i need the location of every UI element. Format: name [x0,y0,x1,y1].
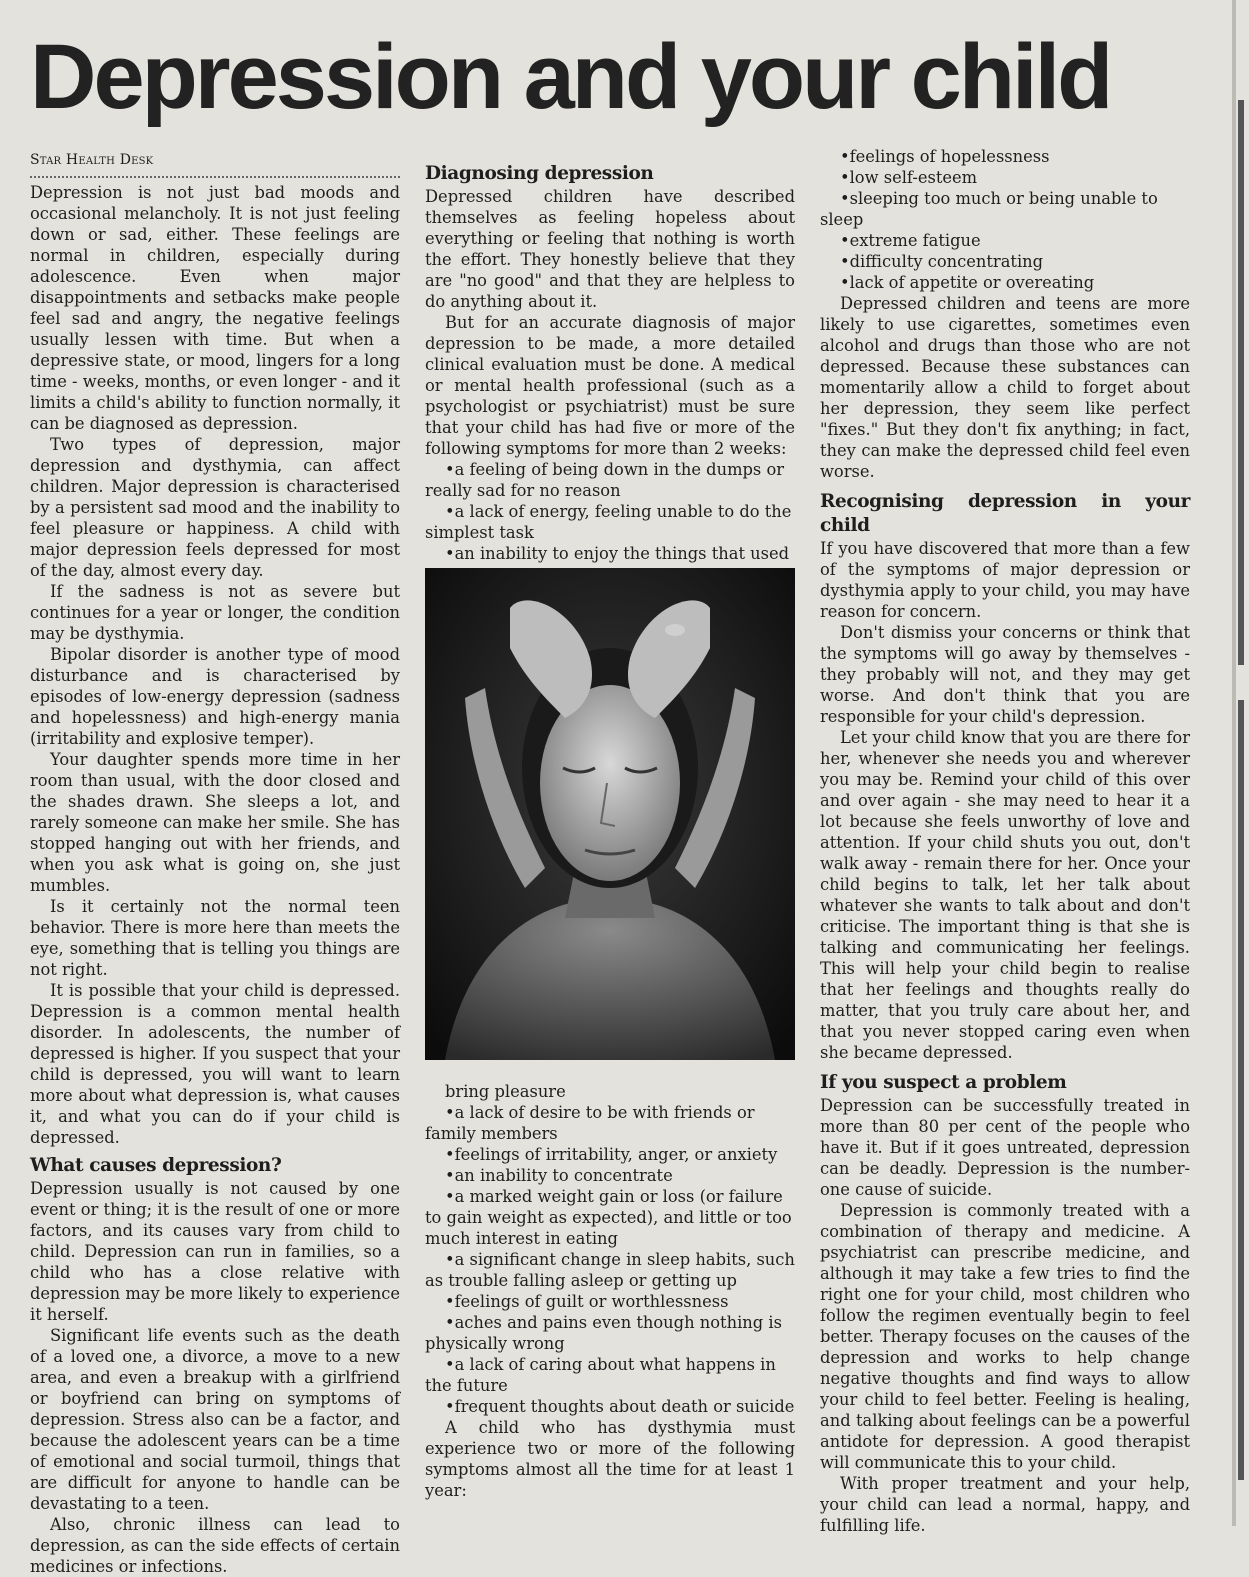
paragraph: Depression is commonly treated with a combination of therapy and medicine. A psychiatrist can prescribe medicine, and although it may take a few tries to find the right one for your child, most children who follow the regimen eventually begin to feel better. Therapy focuses on the causes of the depression and works to help change negative thoughts and find ways to allow your child to feel better. Feeling is healing, and talking about feelings can be a powerful antidote for depression. A good therapist will communicate this to your child. [820,1201,1190,1472]
bullet-item: •a significant change in sleep habits, such as trouble falling asleep or getting up [425,1250,795,1290]
paragraph: It is possible that your child is depressed. Depression is a common mental health disorder. In adolescents, the number of depressed is higher. If you suspect that your child is depressed, you will want to learn more about what depression is, what causes it, and what you can do if your child is depressed. [30,981,400,1147]
bullet-item: •an inability to enjoy the things that used [445,544,790,563]
column-3 [820,146,1190,1536]
bullet-item: •a lack of energy, feeling unable to do the simplest task [425,502,792,542]
bullet-item: •a lack of desire to be with friends or family members [425,1103,755,1143]
bullet-item: •feelings of guilt or worthlessness [445,1292,729,1311]
byline: Star Health Desk [30,150,400,178]
bullet-item: •a marked weight gain or loss (or failure to gain weight as expected), and little or too much interest in eating [425,1187,792,1248]
paragraph: Depression is not just bad moods and occasional melancholy. It is not just feeling down or sad, either. These feelings are normal in children, especially during adolescence. Even when major disappointments and setbacks make people feel sad and angry, the negative feelings usually lessen with time. But when a depressive state, or mood, lingers for a long time - weeks, months, or even longer - and it limits a child's ability to function normally, it can be diagnosed as depression. [30,183,400,433]
bullet-item: •feelings of irritability, anger, or anxiety [445,1145,778,1164]
paragraph: A child who has dysthymia must experience two or more of the following symptoms almost all the time for at least 1 year: [425,1418,795,1500]
photo-illustration [425,568,795,1060]
bullet-item: •a feeling of being down in the dumps or really sad for no reason [425,460,785,500]
bullet-item: •a lack of caring about what happens in the future [425,1355,776,1395]
column-2-top [425,162,795,585]
bullet-item: •sleeping too much or being unable to sleep [820,189,1158,229]
section-heading-causes: What causes depression? [30,1155,282,1176]
bullet-item: •difficulty concentrating [840,252,1044,271]
paragraph: Two types of depression, major depression and dysthymia, can affect children. Major depression is characterised by a persistent sad mood and the inability to feel pleasure or happiness. A child with major depression feels depressed for most of the day, almost every day. [30,435,400,580]
paragraph: Also, chronic illness can lead to depression, as can the side effects of certain medicines or infections. [30,1515,400,1576]
bullet-item: •extreme fatigue [840,231,981,250]
paragraph: Depressed children have described themselves as feeling hopeless about everything or feeling that nothing is worth the effort. They honestly believe that they are "no good" and that they are helpless to do anything about it. [425,187,795,311]
paragraph: Is it certainly not the normal teen behavior. There is more here than meets the eye, something that is telling you things are not right. [30,897,400,979]
paragraph: Depressed children and teens are more likely to use cigarettes, sometimes even alcohol and drugs than those who are not depressed. Because these substances can momentarily allow a child to forget about her depression, they seem like perfect "fixes." But they don't fix anything; in fact, they can make the depressed child feel even worse. [820,294,1190,481]
paragraph: Depression can be successfully treated in more than 80 per cent of the people who have it. But if it goes untreated, depression can be deadly. Depression is the number-one cause of suicide. [820,1096,1190,1199]
page-edge-rule [1232,0,1236,1526]
section-heading-suspect: If you suspect a problem [820,1072,1067,1093]
section-heading-recognising: Recognising depression in your child [820,491,1190,536]
paragraph: Depression usually is not caused by one event or thing; it is the result of one or more factors, and its causes vary from child to child. Depression can run in families, so a child who has a close relative with depression may be more likely to experience it herself. [30,1179,400,1324]
paragraph: Your daughter spends more time in her room than usual, with the door closed and the shades drawn. She sleeps a lot, and rarely someone can make her smile. She has stopped hanging out with her friends, and when you ask what is going on, she just mumbles. [30,750,400,895]
section-heading-diagnosing: Diagnosing depression [425,163,654,184]
photo-distressed-woman [425,568,795,1060]
bullet-item: •feelings of hopelessness [840,147,1050,166]
headline: Depression and your child [30,26,1111,128]
paragraph: But for an accurate diagnosis of major depression to be made, a more detailed clinical evaluation must be done. A medical or mental health professional (such as a psychologist or psychiatrist) must be sure that your child has had five or more of the following symptoms for more than 2 weeks: [425,313,795,458]
bullet-item: •frequent thoughts about death or suicide [445,1397,795,1416]
page-edge-bar-bottom [1238,700,1244,1480]
bullet-item: •an inability to concentrate [445,1166,673,1185]
paragraph: Significant life events such as the death of a loved one, a divorce, a move to a new area, and even a breakup with a girlfriend or boyfriend can bring on symptoms of depression. Stress also can be a factor, and because the adolescent years can be a time of emotional and social turmoil, things that are difficult for anyone to handle can be devastating to a teen. [30,1326,400,1513]
bullet-item: •aches and pains even though nothing is physically wrong [425,1313,782,1353]
paragraph: If the sadness is not as severe but continues for a year or longer, the condition may be dysthymia. [30,582,400,643]
column-2-bottom [425,1081,795,1501]
paragraph: Bipolar disorder is another type of mood disturbance and is characterised by episodes of low-energy depression (sadness and hopelessness) and high-energy mania (irritability and explosive temper). [30,645,400,748]
paragraph: Don't dismiss your concerns or think that the symptoms will go away by themselves - they probably will not, and they may get worse. And don't think that you are responsible for your child's depression. [820,623,1190,726]
bullet-item: •lack of appetite or overeating [840,273,1095,292]
page-edge-bar-top [1238,100,1244,665]
bullet-item: •low self-esteem [840,168,978,187]
bullet-continuation: bring pleasure [445,1082,566,1101]
column-1 [30,150,400,1577]
paragraph: If you have discovered that more than a few of the symptoms of major depression or dysthymia apply to your child, you may have reason for concern. [820,539,1190,621]
paragraph: Let your child know that you are there for her, whenever she needs you and wherever you may be. Remind your child of this over and over again - she may need to hear it a lot because she feels unworthy of love and attention. If your child shuts you out, don't walk away - remain there for her. Once your child begins to talk, let her talk about whatever she wants to talk about and don't criticise. The important thing is that she is talking and communicating her feelings. This will help your child begin to realise that her feelings and thoughts really do matter, that you truly care about her, and that you never stopped caring even when she became depressed. [820,728,1190,1062]
paragraph: With proper treatment and your help, your child can lead a normal, happy, and fulfilling life. [820,1474,1190,1535]
